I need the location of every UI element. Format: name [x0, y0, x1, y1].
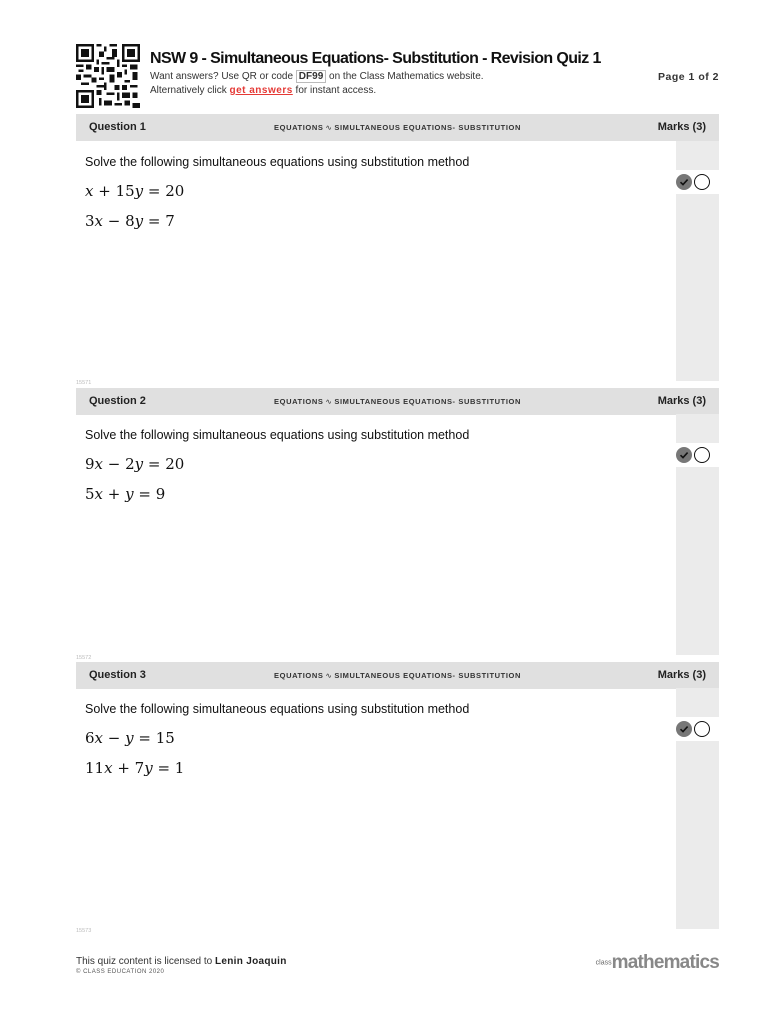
question-label: Question 3 [89, 669, 146, 681]
category-sub: SIMULTANEOUS EQUATIONS- SUBSTITUTION [334, 671, 521, 680]
question-category [76, 123, 719, 132]
question-prompt: Solve the following simultaneous equations using substitution method [85, 702, 470, 716]
copyright: © CLASS EDUCATION 2020 [76, 969, 165, 975]
answers-info-pre: Want answers? Use QR or code [150, 71, 296, 82]
question-header [76, 388, 719, 415]
alternative-info-post: for instant access. [292, 85, 377, 96]
question-id: 15573 [76, 928, 92, 934]
question-marks: Marks (3) [657, 121, 706, 133]
question-id: 15571 [76, 380, 92, 386]
licensee-name: Lenin Joaquin [214, 956, 287, 967]
logo-big-text: mathematics [611, 952, 719, 973]
answers-info-post: on the Class Mathematics website. [326, 71, 484, 82]
marking-column [676, 414, 719, 655]
question-body [76, 414, 719, 655]
category-sub: SIMULTANEOUS EQUATIONS- SUBSTITUTION [334, 397, 521, 406]
question-prompt: Solve the following simultaneous equations using substitution method [85, 428, 470, 442]
quiz-title: NSW 9 - Simultaneous Equations- Substitution - Revision Quiz 1 [150, 50, 601, 67]
question-header [76, 114, 719, 141]
question-category [76, 397, 719, 406]
category-separator-icon: ∿ [325, 397, 333, 406]
get-answers-link[interactable]: get answers [229, 85, 293, 96]
marking-column [676, 688, 719, 929]
equation-2: 3x − 8y = 7 [85, 212, 175, 230]
question-prompt: Solve the following simultaneous equations using substitution method [85, 155, 470, 169]
empty-circle-icon[interactable] [694, 174, 710, 190]
class-mathematics-logo[interactable] [596, 952, 719, 974]
equation-1: 6x − y = 15 [85, 729, 175, 747]
category-main: EQUATIONS [274, 123, 324, 132]
question-header [76, 662, 719, 689]
correct-check-icon[interactable] [676, 721, 692, 737]
alternative-info-pre: Alternatively click [150, 85, 230, 96]
question-body [76, 141, 719, 381]
mark-controls [676, 443, 719, 467]
mark-controls [676, 717, 719, 741]
page-number: Page 1 of 2 [658, 71, 719, 83]
alternative-info [150, 85, 376, 96]
license-text: This quiz content is licensed to [76, 956, 215, 967]
qr-code[interactable] [76, 44, 140, 108]
category-sub: SIMULTANEOUS EQUATIONS- SUBSTITUTION [334, 123, 521, 132]
answers-info [150, 71, 484, 82]
question-label: Question 1 [89, 121, 146, 133]
question-marks: Marks (3) [657, 395, 706, 407]
mark-controls [676, 170, 719, 194]
correct-check-icon[interactable] [676, 174, 692, 190]
equation-1: x + 15y = 20 [85, 182, 185, 200]
category-separator-icon: ∿ [325, 123, 333, 132]
question-id: 15572 [76, 655, 92, 661]
question-marks: Marks (3) [657, 669, 706, 681]
equation-2: 11x + 7y = 1 [85, 759, 185, 777]
question-label: Question 2 [89, 395, 146, 407]
marking-column [676, 141, 719, 381]
license-notice [76, 956, 287, 967]
equation-2: 5x + y = 9 [85, 485, 166, 503]
category-main: EQUATIONS [274, 397, 324, 406]
answer-code: DF99 [296, 70, 326, 83]
logo-small-text: class [595, 959, 612, 967]
category-separator-icon: ∿ [325, 671, 333, 680]
empty-circle-icon[interactable] [694, 447, 710, 463]
empty-circle-icon[interactable] [694, 721, 710, 737]
category-main: EQUATIONS [274, 671, 324, 680]
question-body [76, 688, 719, 929]
correct-check-icon[interactable] [676, 447, 692, 463]
question-category [76, 671, 719, 680]
equation-1: 9x − 2y = 20 [85, 455, 185, 473]
